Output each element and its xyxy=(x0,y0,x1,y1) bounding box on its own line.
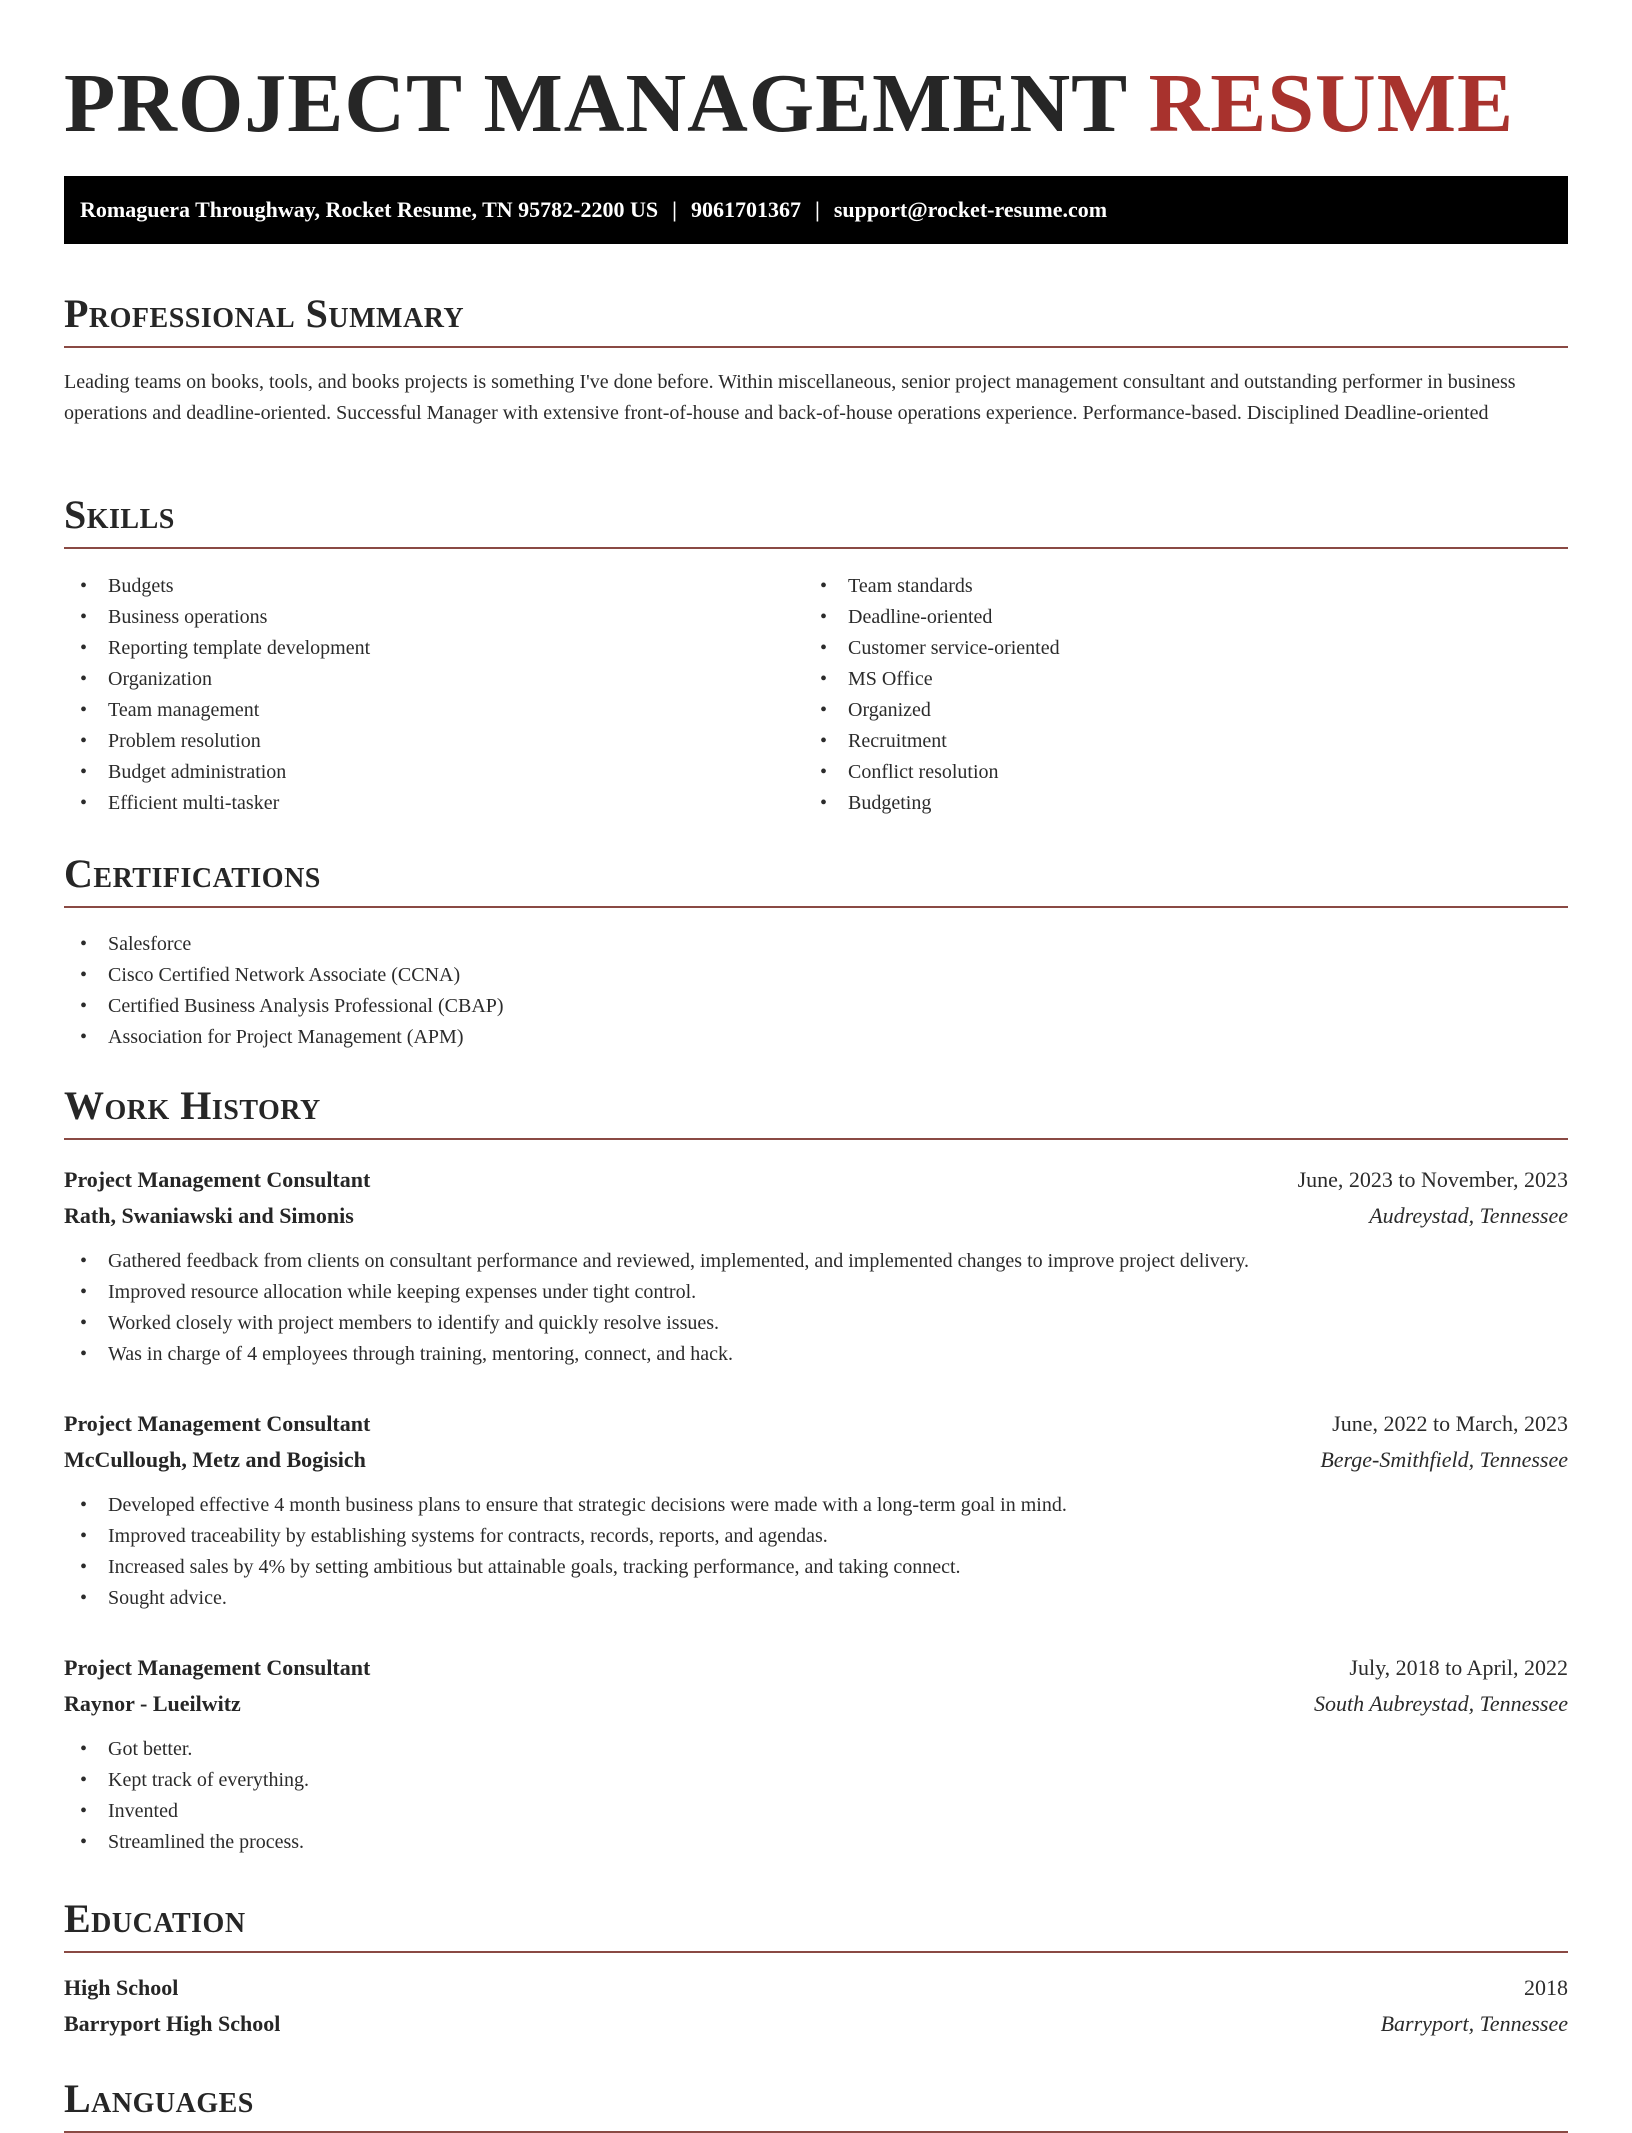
skill-item: • Budget administration xyxy=(64,757,804,788)
skill-item: • Organization xyxy=(64,664,804,695)
certifications-list xyxy=(64,929,1568,1053)
skills-list-left xyxy=(64,571,804,819)
contact-separator: | xyxy=(815,197,820,222)
job-entry xyxy=(64,1406,1568,1614)
certification-item: • Certified Business Analysis Professional (CBAP) xyxy=(64,991,1568,1022)
job-bullet: • Improved traceability by establishing systems for contracts, records, reports, and agendas. xyxy=(64,1521,1568,1552)
skills-list-right xyxy=(804,571,1544,819)
contact-bar xyxy=(64,176,1568,244)
skill-item: • Recruitment xyxy=(804,726,1544,757)
contact-phone: 9061701367 xyxy=(691,197,801,222)
skill-item: • Conflict resolution xyxy=(804,757,1544,788)
work-history-heading: Work History xyxy=(64,1080,1568,1140)
job-bullet: • Improved resource allocation while keeping expenses under tight control. xyxy=(64,1277,1568,1308)
certification-item: • Cisco Certified Network Associate (CCNA) xyxy=(64,960,1568,991)
skill-item: • Team management xyxy=(64,695,804,726)
title-accent: RESUME xyxy=(1148,57,1515,150)
skill-item: • Organized xyxy=(804,695,1544,726)
skill-item: • MS Office xyxy=(804,664,1544,695)
education-location: Barryport, Tennessee xyxy=(1380,2011,1568,2036)
skill-item: • Budgets xyxy=(64,571,804,602)
job-location: South Aubreystad, Tennessee xyxy=(1314,1691,1568,1716)
education-school: Barryport High School xyxy=(64,2011,281,2036)
summary-text: Leading teams on books, tools, and books projects is something I've done before. Within miscellaneous, senior project management consultant and outstanding performer in business operations and deadline-oriented. Successful Manager with extensive front-of-house and back-of-house operations experience. Performance-based. Disciplined Deadline-oriented xyxy=(64,371,1516,424)
job-entry xyxy=(64,1650,1568,1858)
job-bullet: • Streamlined the process. xyxy=(64,1827,1568,1858)
job-bullets xyxy=(64,1490,1568,1614)
job-dates: June, 2022 to March, 2023 xyxy=(1332,1411,1568,1436)
skill-item: • Problem resolution xyxy=(64,726,804,757)
skill-item: • Efficient multi-tasker xyxy=(64,788,804,819)
job-location: Audreystad, Tennessee xyxy=(1369,1203,1568,1228)
skills-heading: Skills xyxy=(64,489,1568,549)
job-dates: June, 2023 to November, 2023 xyxy=(1297,1167,1568,1192)
job-role: Project Management Consultant xyxy=(64,1167,371,1192)
education-year: 2018 xyxy=(1524,1975,1568,2000)
contact-address: Romaguera Throughway, Rocket Resume, TN 95782-2200 US xyxy=(80,197,659,222)
languages-heading: Languages xyxy=(64,2073,1568,2133)
title-main: PROJECT MANAGEMENT xyxy=(64,57,1127,150)
job-location: Berge-Smithfield, Tennessee xyxy=(1320,1447,1568,1472)
job-company: Rath, Swaniawski and Simonis xyxy=(64,1203,354,1228)
job-bullet: • Got better. xyxy=(64,1734,1568,1765)
job-bullet: • Sought advice. xyxy=(64,1583,1568,1614)
skill-item: • Team standards xyxy=(804,571,1544,602)
job-bullet: • Increased sales by 4% by setting ambitious but attainable goals, tracking performance, and taking connect. xyxy=(64,1552,1568,1583)
contact-separator: | xyxy=(672,197,677,222)
job-bullet: • Worked closely with project members to identify and quickly resolve issues. xyxy=(64,1308,1568,1339)
job-role: Project Management Consultant xyxy=(64,1655,371,1680)
skill-item: • Business operations xyxy=(64,602,804,633)
certification-item: • Salesforce xyxy=(64,929,1568,960)
summary-heading: Professional Summary xyxy=(64,288,1568,348)
job-bullet: • Invented xyxy=(64,1796,1568,1827)
skill-item: • Deadline-oriented xyxy=(804,602,1544,633)
job-bullets xyxy=(64,1246,1568,1370)
contact-email[interactable]: support@rocket-resume.com xyxy=(833,197,1108,222)
certifications-heading: Certifications xyxy=(64,848,1568,908)
job-bullet: • Kept track of everything. xyxy=(64,1765,1568,1796)
job-company: Raynor - Lueilwitz xyxy=(64,1691,241,1716)
job-bullet: • Was in charge of 4 employees through training, mentoring, connect, and hack. xyxy=(64,1339,1568,1370)
job-company: McCullough, Metz and Bogisich xyxy=(64,1447,366,1472)
skill-item: • Budgeting xyxy=(804,788,1544,819)
skill-item: • Reporting template development xyxy=(64,633,804,664)
job-bullet: • Developed effective 4 month business plans to ensure that strategic decisions were made with a long-term goal in mind. xyxy=(64,1490,1568,1521)
education-heading: Education xyxy=(64,1893,1568,1953)
resume-title xyxy=(64,52,1514,156)
education-entry xyxy=(64,1970,1568,2042)
job-dates: July, 2018 to April, 2022 xyxy=(1349,1655,1568,1680)
skill-item: • Customer service-oriented xyxy=(804,633,1544,664)
education-degree: High School xyxy=(64,1975,179,2000)
job-role: Project Management Consultant xyxy=(64,1411,371,1436)
job-bullet: • Gathered feedback from clients on consultant performance and reviewed, implemented, and implemented changes to improve project delivery. xyxy=(64,1246,1568,1277)
job-bullets xyxy=(64,1734,1568,1858)
job-entry xyxy=(64,1162,1568,1370)
certification-item: • Association for Project Management (APM) xyxy=(64,1022,1568,1053)
